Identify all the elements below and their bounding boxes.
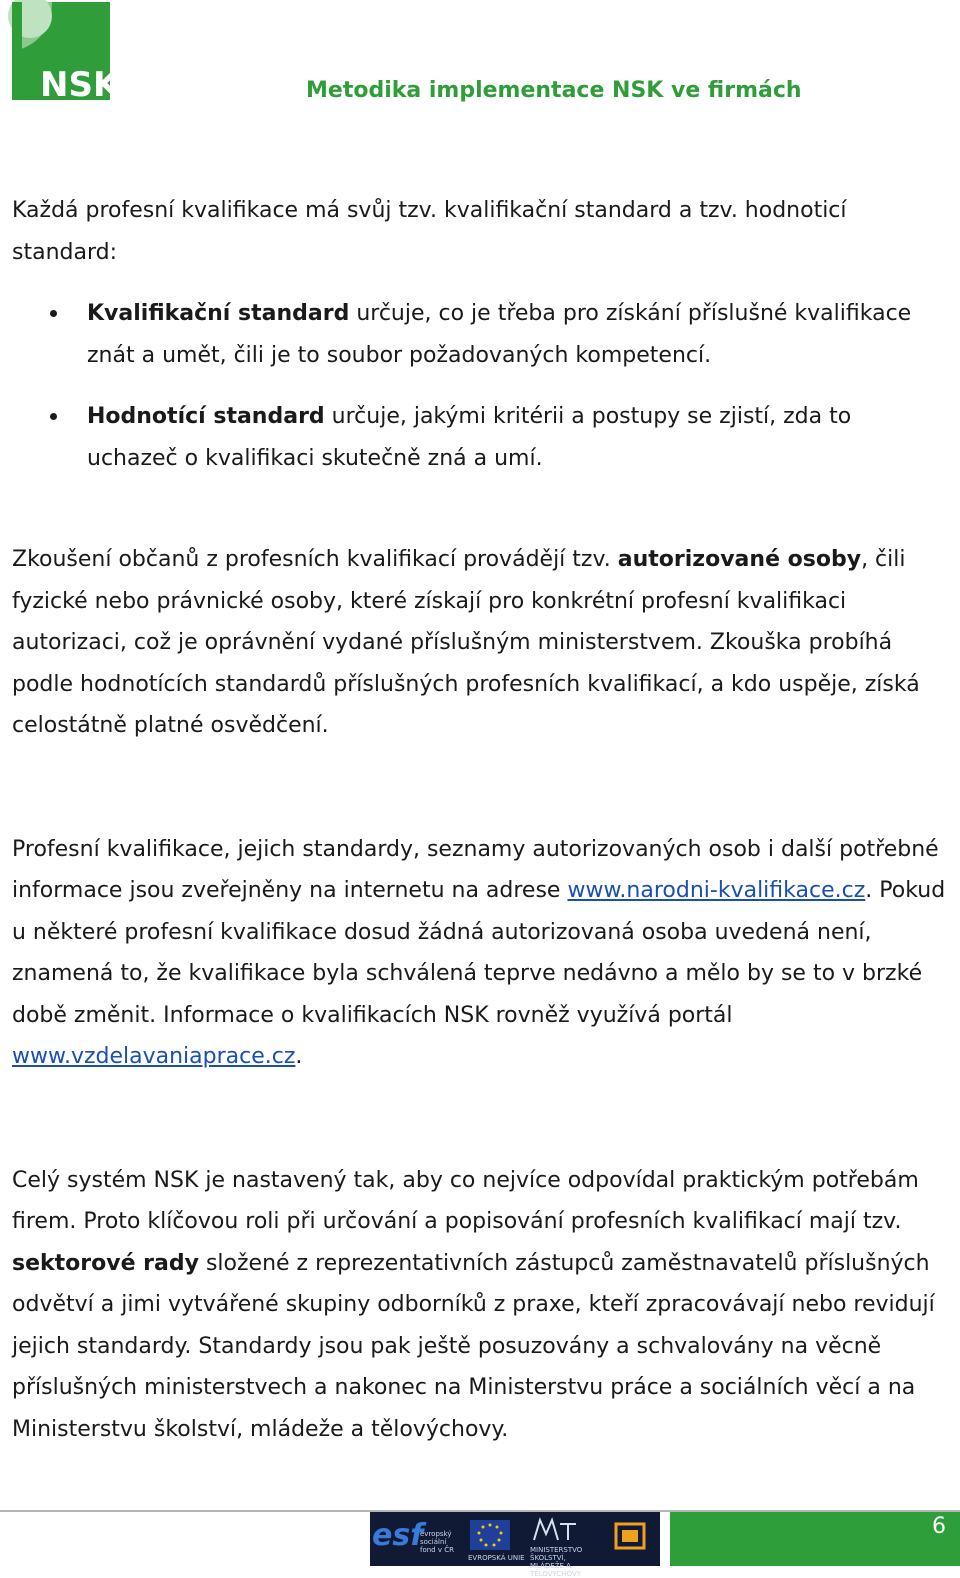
standards-list (12, 293, 948, 479)
eu-flag-icon (470, 1520, 510, 1550)
page-footer (0, 1510, 960, 1578)
text-span: Profesní kvalifikace, jejich standardy, seznamy autorizovaných osob i další potřebné informace jsou zveřejněny na internetu na adrese (12, 836, 939, 903)
text-span: . (295, 1044, 303, 1069)
intro-paragraph: Každá profesní kvalifikace má svůj tzv. kvalifikační standard a tzv. hodnoticí standard: (12, 198, 847, 265)
bold-term: autorizované osoby (617, 547, 862, 572)
page-number: 6 (932, 1514, 946, 1539)
msmt-caption: MINISTERSTVO ŠKOLSTVÍ, MLÁDEŽE A TĚLOVÝCHOVY (530, 1546, 583, 1578)
esf-logo: esf (372, 1518, 424, 1553)
text-span: . Pokud u některé profesní kvalifikace dosud žádná autorizovaná osoba uvedená není, znamená to, že kvalifikace byla schválená teprve nedávno a mělo by se to v brzké době změnit. Informace o kvalifikacích NSK rovněž využívá portál (12, 878, 946, 1028)
nsk2-logo (12, 2, 143, 105)
page-number-bar (670, 1512, 960, 1566)
logo-text: NSK2 (40, 65, 143, 105)
op-logo-icon (612, 1520, 648, 1554)
list-item (12, 293, 948, 376)
bullet-icon (50, 413, 57, 420)
text-span: , čili fyzické nebo právnické osoby, které získají pro konkrétní profesní kvalifikaci autorizaci, což je oprávnění vydané příslušným ministerstvem. Zkouška probíhá podle hodnotících standardů příslušných profesních kvalifikací, a kdo uspěje, získá celostátně platné osvědčení. (12, 547, 920, 738)
header-title: Metodika implementace NSK ve firmách (306, 78, 802, 103)
bullet-term: Kvalifikační standard (87, 301, 350, 326)
bullet-icon (50, 310, 57, 317)
bullet-text: určuje, co je třeba pro získání příslušné kvalifikace znát a umět, čili je to soubor požadovaných kompetencí. (87, 301, 912, 368)
text-span: Zkoušení občanů z profesních kvalifikací provádějí tzv. (12, 547, 618, 572)
esf-caption: evropský sociální fond v ČR (420, 1530, 454, 1554)
sector-councils-paragraph (12, 1160, 948, 1451)
text-span: složené z reprezentativních zástupců zaměstnavatelů příslušných odvětví a jimi vytvářené skupiny odborníků z praxe, kteří zpracovávají nebo revidují jejich standardy. Standardy jsou pak ještě posuzovány a schvalovány na věcně příslušných ministerstvech a nakonec na Ministerstvu práce a sociálních věcí a na Ministerstvu školství, mládeže a tělovýchovy. (12, 1250, 935, 1442)
text-span: Celý systém NSK je nastavený tak, aby co nejvíce odpovídal praktickým potřebám firem. Proto klíčovou roli při určování a popisování profesních kvalifikací mají tzv. (12, 1167, 919, 1234)
narodni-kvalifikace-link[interactable]: www.narodni-kvalifikace.cz (567, 878, 866, 903)
document-body (12, 190, 948, 1450)
bullet-term: Hodnotící standard (87, 404, 325, 429)
info-links-paragraph (12, 829, 948, 1078)
vzdelavaniaprace-link[interactable]: www.vzdelavaniaprace.cz (12, 1044, 296, 1069)
eu-caption: EVROPSKÁ UNIE (468, 1554, 525, 1562)
bold-term: sektorové rady (12, 1250, 199, 1276)
msmt-logo-icon (532, 1516, 578, 1542)
authorized-persons-paragraph (12, 539, 948, 747)
list-item (12, 396, 948, 479)
funding-logos (370, 1512, 660, 1578)
bullet-text: určuje, jakými kritérii a postupy se zjistí, zda to uchazeč o kvalifikaci skutečně zná a umí. (87, 404, 852, 471)
